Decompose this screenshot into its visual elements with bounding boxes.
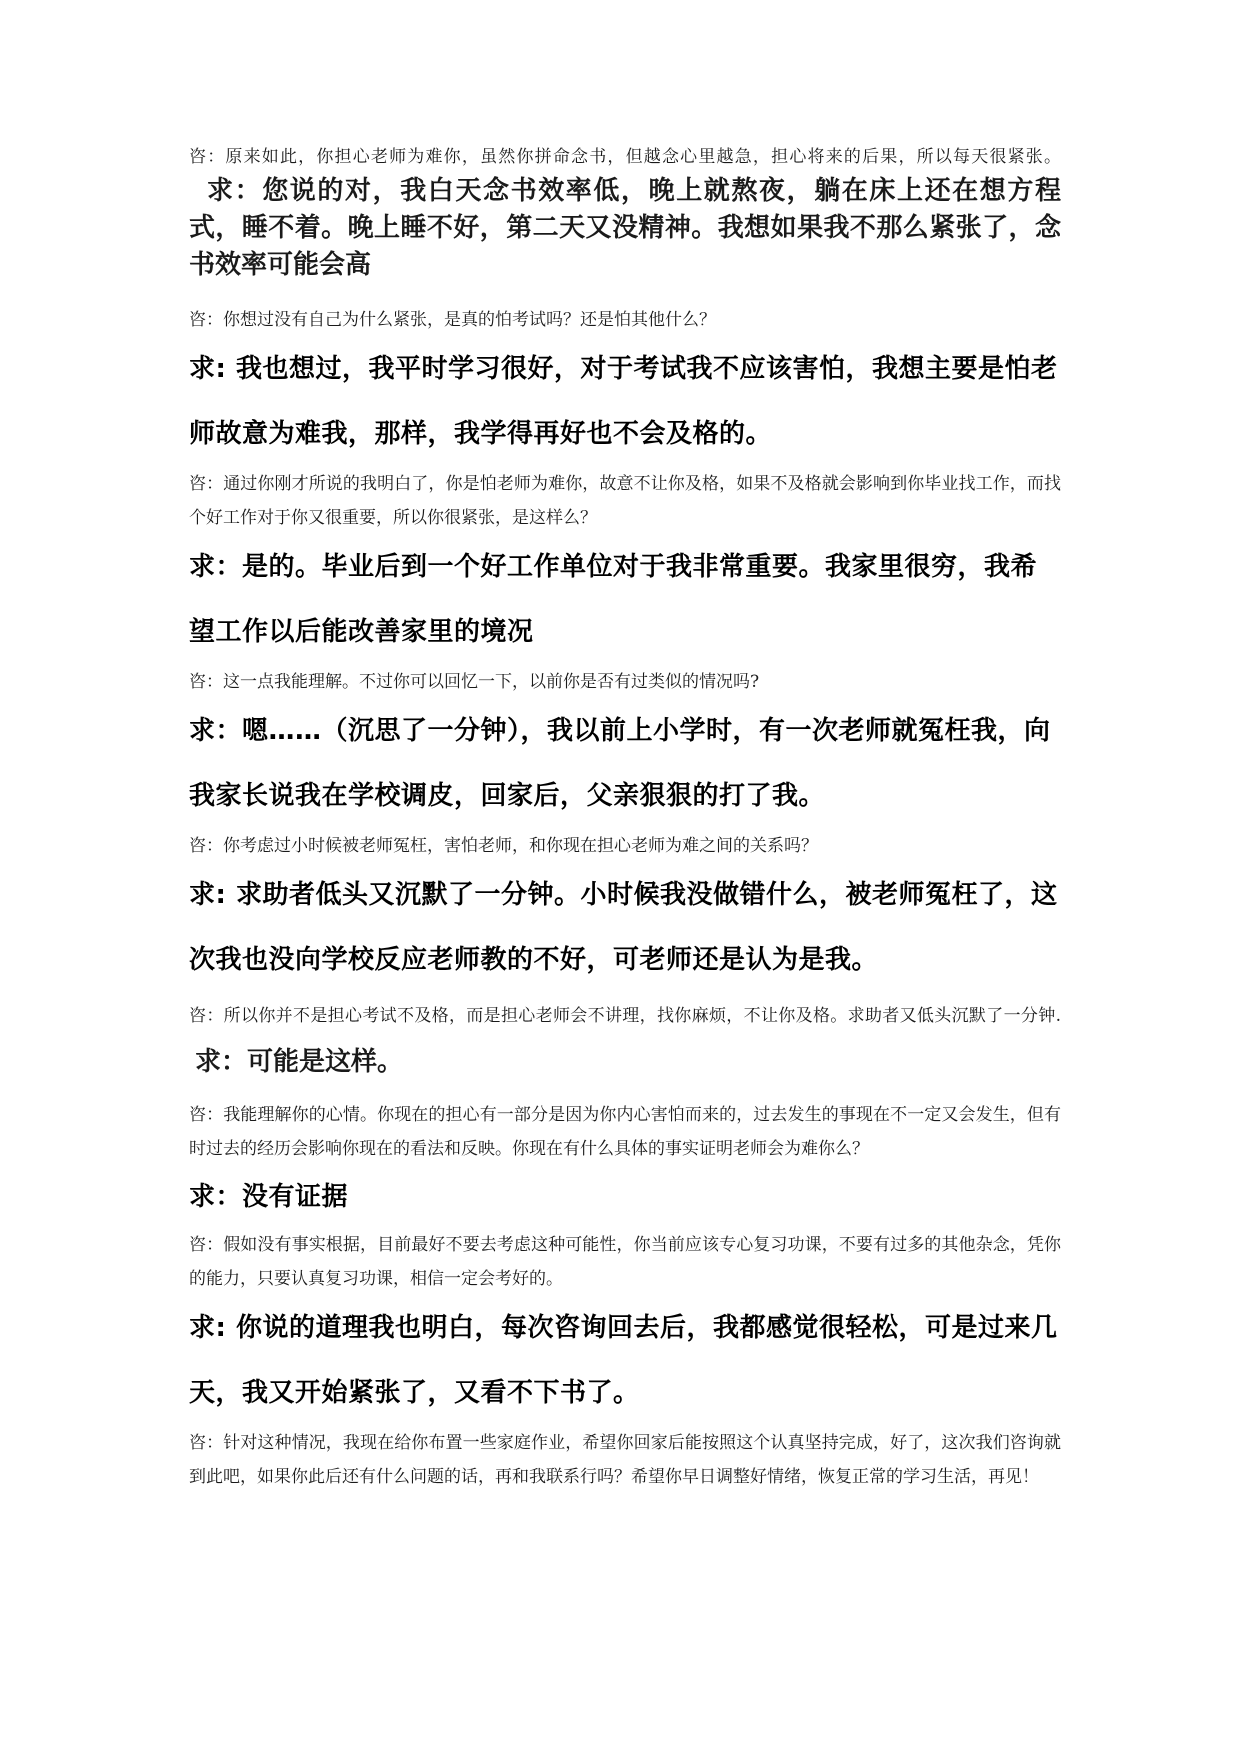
client-line-5: 求: 求助者低头又沉默了一分钟。小时候我没做错什么，被老师冤枉了，这次我也没向学校反应老师教的不好，可老师还是认为是我。: [189, 880, 1058, 975]
document-page: [189, 140, 1061, 1494]
counselor-line-4: 咨：这一点我能理解。不过你可以回忆一下，以前你是否有过类似的情况吗?: [189, 672, 760, 692]
counselor-line-8: 咨：假如没有事实根据，目前最好不要去考虑这种可能性，你当前应该专心复习功课，不要有过多的其他杂念，凭你的能力，只要认真复习功课，相信一定会考好的。: [189, 1235, 1061, 1289]
client-line-8: 求: 你说的道理我也明白，每次咨询回去后，我都感觉很轻松，可是过来几天，我又开始紧张了，又看不下书了。: [189, 1313, 1058, 1408]
client-line-7: 求：没有证据: [189, 1182, 349, 1212]
client-line-2: 求: 我也想过，我平时学习很好，对于考试我不应该害怕，我想主要是怕老师故意为难我，那样，我学得再好也不会及格的。: [189, 354, 1058, 449]
client-text-6: 求：可能是这样。: [195, 1047, 404, 1077]
counselor-line-9: 咨：针对这种情况，我现在给你布置一些家庭作业，希望你回家后能按照这个认真坚持完成，好了，这次我们咨询就到此吧，如果你此后还有什么问题的话，再和我联系行吗？希望你早日调整好情绪，恢复正常的学习生活，再见！: [189, 1433, 1061, 1487]
counselor-line-1: [189, 140, 1061, 285]
counselor-text-1: 咨：原来如此，你担心老师为难你，虽然你拼命念书，但越念心里越急，担心将来的后果，所以每天很紧张。: [189, 147, 1061, 167]
counselor-line-7: 咨：我能理解你的心情。你现在的担心有一部分是因为你内心害怕而来的，过去发生的事现在不一定又会发生，但有时过去的经历会影响你现在的看法和反映。你现在有什么具体的事实证明老师会为难你么？: [189, 1105, 1061, 1159]
client-line-3: 求：是的。毕业后到一个好工作单位对于我非常重要。我家里很穷，我希望工作以后能改善家里的境况: [189, 552, 1038, 647]
counselor-line-5: 咨：你考虑过小时候被老师冤枉，害怕老师，和你现在担心老师为难之间的关系吗？: [189, 836, 818, 856]
counselor-line-6: [189, 993, 1061, 1088]
client-line-4: 求：嗯……（沉思了一分钟），我以前上小学时，有一次老师就冤枉我，向我家长说我在学校调皮，回家后，父亲狠狠的打了我。: [189, 716, 1051, 811]
counselor-text-6: 咨：所以你并不是担心考试不及格，而是担心老师会不讲理，找你麻烦，不让你及格。求助者又低头沉默了一分钟.: [189, 1006, 1061, 1026]
counselor-line-3: 咨：通过你刚才所说的我明白了，你是怕老师为难你，故意不让你及格，如果不及格就会影响到你毕业找工作，而找个好工作对于你又很重要，所以你很紧张，是这样么？: [189, 474, 1061, 528]
client-text-1: 求：您说的对，我白天念书效率低，晚上就熬夜，躺在床上还在想方程式，睡不着。晚上睡不好，第二天又没精神。我想如果我不那么紧张了，念书效率可能会高: [189, 176, 1061, 280]
counselor-line-2: 咨：你想过没有自己为什么紧张，是真的怕考试吗？还是怕其他什么？: [189, 310, 716, 330]
